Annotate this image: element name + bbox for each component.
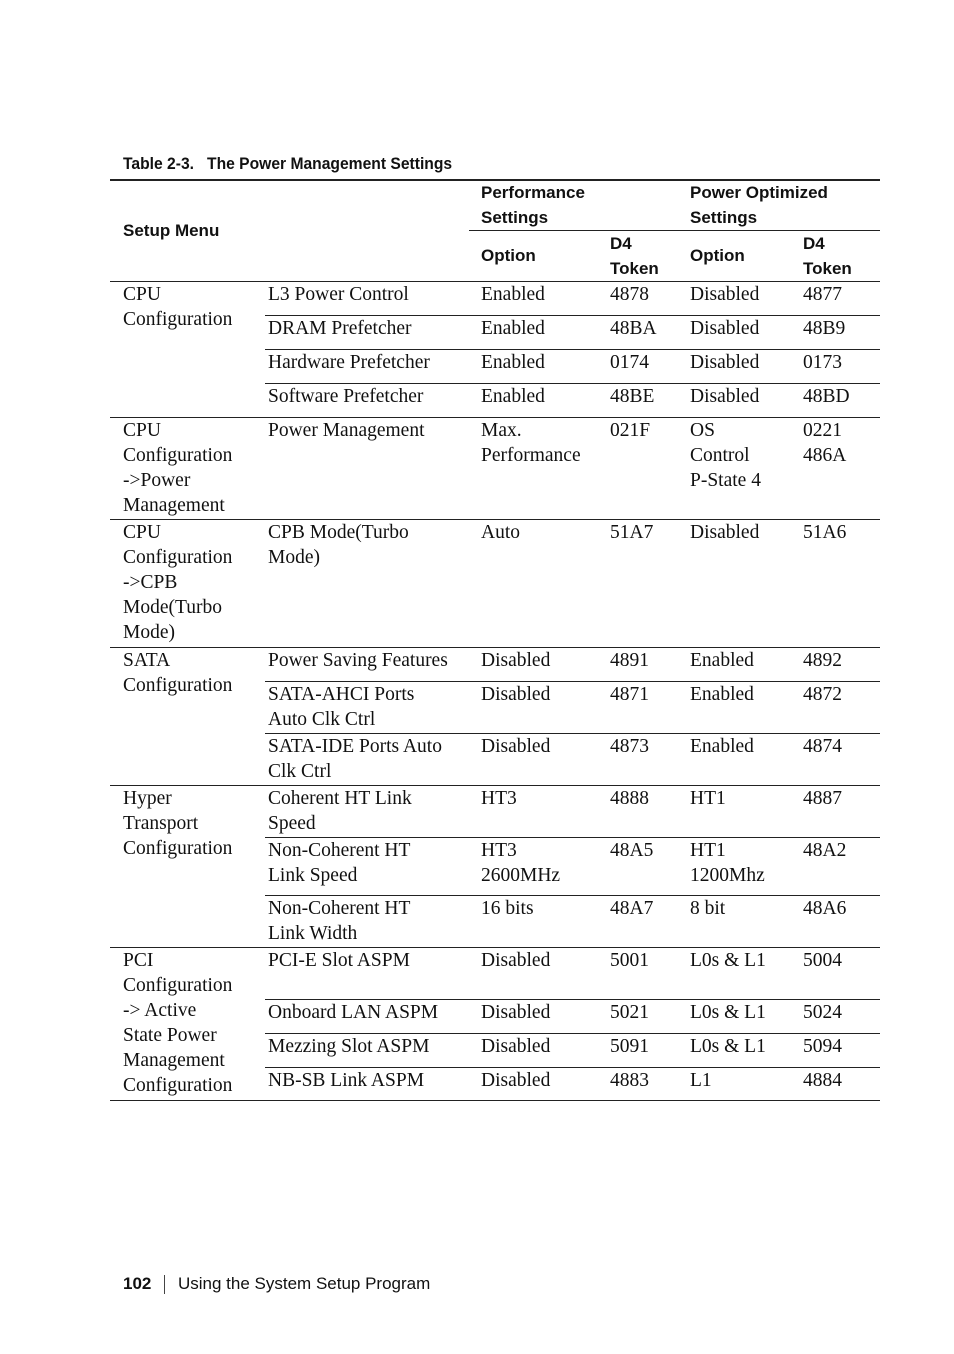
pwr-token-cell: 5094 <box>803 1036 842 1057</box>
table-caption: Table 2-3. The Power Management Settings <box>123 154 453 173</box>
perf-option-cell: HT3 <box>481 788 517 809</box>
pwr-option-cell: Enabled <box>690 736 754 757</box>
perf-option-cell: Disabled <box>481 684 551 705</box>
perf-token-cell: 48BE <box>610 386 655 407</box>
pwr-option-cell: Enabled <box>690 650 754 671</box>
perf-option-cell: Disabled <box>481 1002 551 1023</box>
pwr-token-cell: 4892 <box>803 650 842 671</box>
pwr-option-cell: L1 <box>690 1070 712 1091</box>
perf-option-cell: Enabled <box>481 284 545 305</box>
perf-option-cell: 16 bits <box>481 898 534 919</box>
pwr-option-cell: Disabled <box>690 522 760 543</box>
footer-title: Using the System Setup Program <box>178 1274 431 1293</box>
pwr-option-cell: OS Control P-State 4 <box>690 420 761 491</box>
header-power-optimized-settings: Power Optimized Settings <box>690 183 828 227</box>
header-performance-settings: Performance Settings <box>481 183 585 227</box>
perf-option-cell: Enabled <box>481 352 545 373</box>
setting-cell: L3 Power Control <box>268 284 409 305</box>
menu-cell: PCI Configuration -> Active State Power Management Configuration <box>123 950 233 1096</box>
header-perf-token: D4 Token <box>610 234 659 278</box>
pwr-option-cell: Enabled <box>690 684 754 705</box>
perf-token-cell: 0174 <box>610 352 649 373</box>
setting-cell: Non-Coherent HT Link Width <box>268 898 411 944</box>
perf-option-cell: Disabled <box>481 1070 551 1091</box>
pwr-token-cell: 5004 <box>803 950 842 971</box>
pwr-option-cell: HT1 <box>690 788 726 809</box>
perf-option-cell: Max. Performance <box>481 420 581 466</box>
pwr-token-cell: 48B9 <box>803 318 846 339</box>
perf-token-cell: 48A5 <box>610 840 654 861</box>
pwr-token-cell: 5024 <box>803 1002 842 1023</box>
perf-token-cell: 48BA <box>610 318 657 339</box>
menu-cell: SATA Configuration <box>123 650 233 696</box>
perf-option-cell: Auto <box>481 522 520 543</box>
pwr-token-cell: 4874 <box>803 736 842 757</box>
setting-cell: Software Prefetcher <box>268 386 424 407</box>
perf-token-cell: 5001 <box>610 950 649 971</box>
perf-option-cell: Disabled <box>481 650 551 671</box>
table-bottom-rule <box>110 1100 880 1101</box>
pwr-token-cell: 0173 <box>803 352 842 373</box>
pwr-option-cell: 8 bit <box>690 898 726 919</box>
setting-cell: DRAM Prefetcher <box>268 318 412 339</box>
perf-token-cell: 5021 <box>610 1002 649 1023</box>
perf-option-cell: Enabled <box>481 318 545 339</box>
perf-option-cell: Disabled <box>481 950 551 971</box>
setting-cell: Non-Coherent HT Link Speed <box>268 840 411 886</box>
menu-cell: CPU Configuration ->Power Management <box>123 420 233 516</box>
pwr-token-cell: 4884 <box>803 1070 842 1091</box>
menu-cell: Hyper Transport Configuration <box>123 788 233 859</box>
perf-option-cell: Enabled <box>481 386 545 407</box>
header-perf-option: Option <box>481 246 536 265</box>
pwr-token-cell: 4877 <box>803 284 842 305</box>
pwr-option-cell: HT1 1200Mhz <box>690 840 765 886</box>
setting-cell: Power Management <box>268 420 425 441</box>
setting-cell: NB-SB Link ASPM <box>268 1070 425 1091</box>
setting-cell: Mezzing Slot ASPM <box>268 1036 430 1057</box>
menu-cell: CPU Configuration <box>123 284 233 330</box>
pwr-option-cell: Disabled <box>690 352 760 373</box>
perf-token-cell: 4878 <box>610 284 649 305</box>
perf-token-cell: 5091 <box>610 1036 649 1057</box>
perf-token-cell: 021F <box>610 420 651 441</box>
perf-token-cell: 48A7 <box>610 898 654 919</box>
setting-cell: SATA-AHCI Ports Auto Clk Ctrl <box>268 684 415 730</box>
perf-token-cell: 51A7 <box>610 522 654 543</box>
pwr-token-cell: 48A6 <box>803 898 847 919</box>
perf-token-cell: 4891 <box>610 650 649 671</box>
perf-token-cell: 4883 <box>610 1070 649 1091</box>
header-pwr-token: D4 Token <box>803 234 852 278</box>
setting-cell: Power Saving Features <box>268 650 448 671</box>
footer-separator <box>164 1275 165 1294</box>
page-number: 102 <box>123 1274 152 1293</box>
header-setup-menu: Setup Menu <box>123 221 220 240</box>
pwr-option-cell: L0s & L1 <box>690 1002 766 1023</box>
pwr-option-cell: Disabled <box>690 386 760 407</box>
perf-option-cell: HT3 2600MHz <box>481 840 561 886</box>
pwr-token-cell: 0221 486A <box>803 420 847 466</box>
pwr-option-cell: L0s & L1 <box>690 950 766 971</box>
setting-cell: Hardware Prefetcher <box>268 352 430 373</box>
pwr-token-cell: 4872 <box>803 684 842 705</box>
setting-cell: CPB Mode(Turbo Mode) <box>268 522 409 568</box>
perf-option-cell: Disabled <box>481 736 551 757</box>
pwr-token-cell: 51A6 <box>803 522 847 543</box>
perf-token-cell: 4888 <box>610 788 649 809</box>
setting-cell: SATA-IDE Ports Auto Clk Ctrl <box>268 736 442 782</box>
header-pwr-option: Option <box>690 246 745 265</box>
menu-cell: CPU Configuration ->CPB Mode(Turbo Mode) <box>123 522 233 643</box>
pwr-token-cell: 48A2 <box>803 840 847 861</box>
perf-token-cell: 4871 <box>610 684 649 705</box>
pwr-token-cell: 4887 <box>803 788 842 809</box>
pwr-option-cell: Disabled <box>690 284 760 305</box>
setting-cell: PCI-E Slot ASPM <box>268 950 410 971</box>
perf-token-cell: 4873 <box>610 736 649 757</box>
setting-cell: Onboard LAN ASPM <box>268 1002 439 1023</box>
pwr-token-cell: 48BD <box>803 386 850 407</box>
setting-cell: Coherent HT Link Speed <box>268 788 412 834</box>
perf-option-cell: Disabled <box>481 1036 551 1057</box>
pwr-option-cell: Disabled <box>690 318 760 339</box>
pwr-option-cell: L0s & L1 <box>690 1036 766 1057</box>
